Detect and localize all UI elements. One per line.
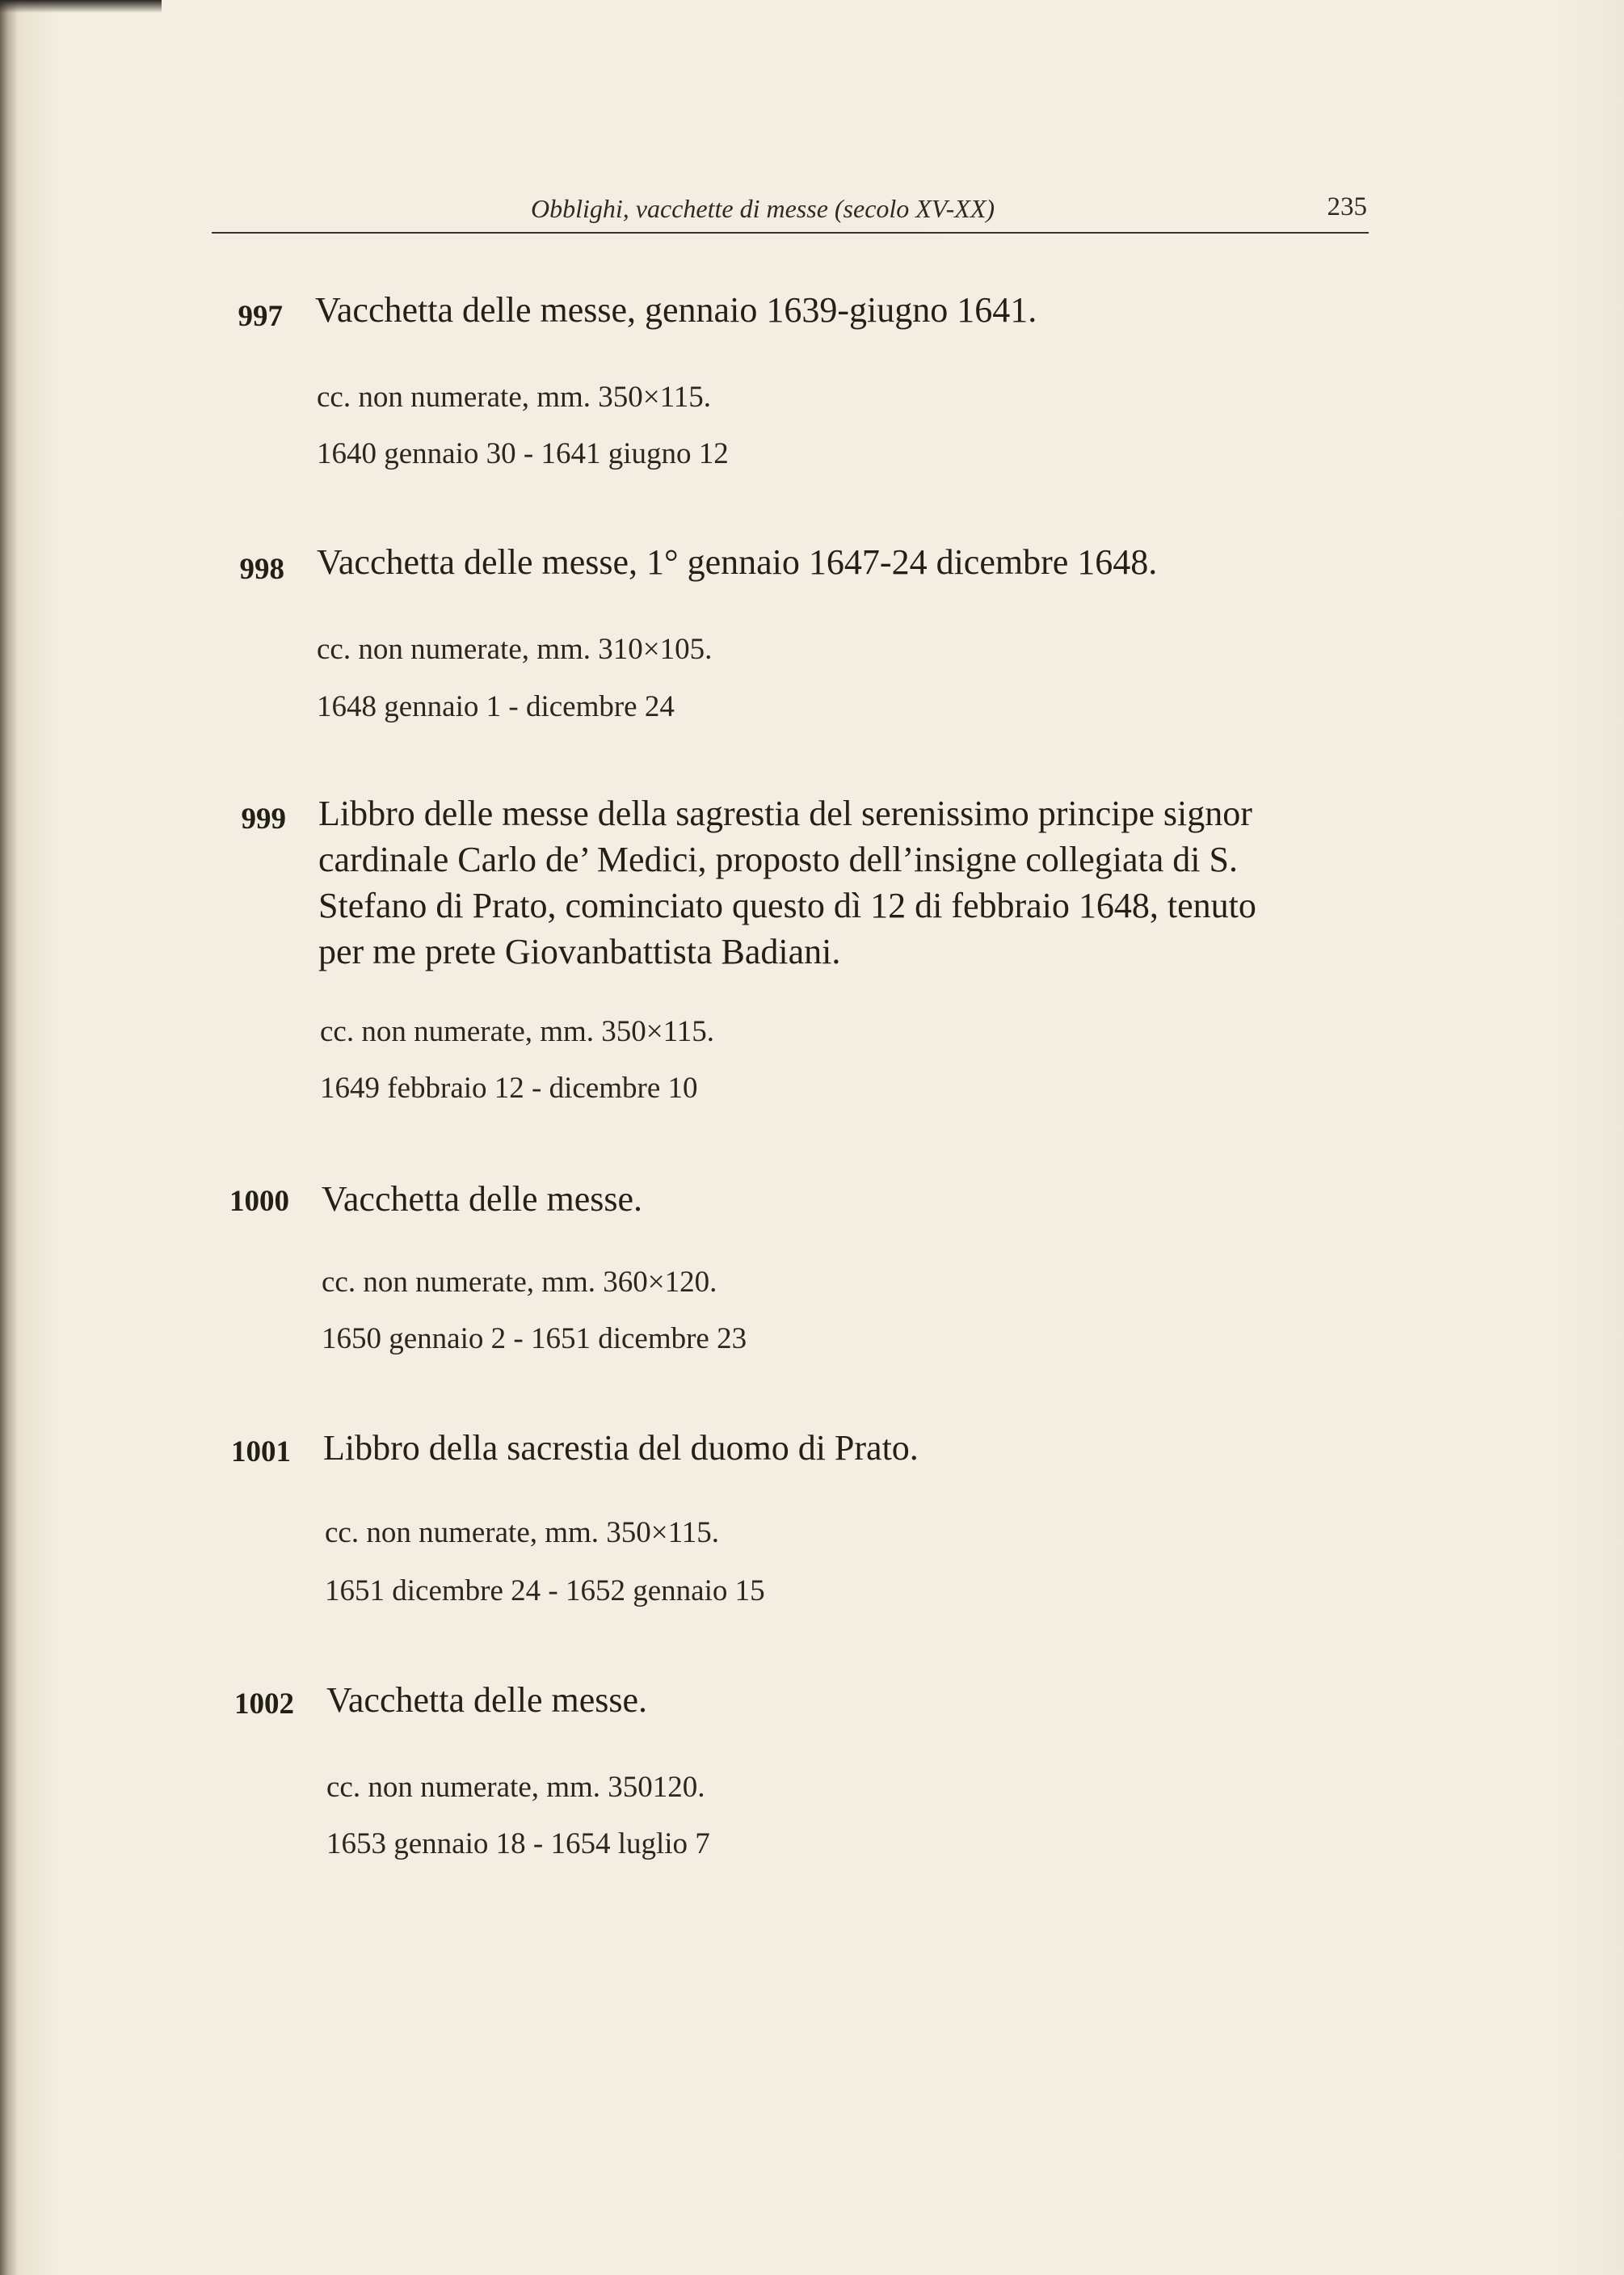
entry-dates: 1640 gennaio 30 - 1641 giugno 12: [317, 437, 729, 470]
entry-dates: 1648 gennaio 1 - dicembre 24: [317, 690, 675, 723]
entry-number: 1000: [229, 1185, 289, 1218]
entry-title: Vacchetta delle messe.: [326, 1680, 648, 1720]
running-header: [212, 187, 1369, 230]
entry-dates: 1653 gennaio 18 - 1654 luglio 7: [326, 1827, 710, 1860]
entry-physical-description: cc. non numerate, mm. 350120.: [326, 1771, 705, 1804]
entry-number: 999: [241, 803, 286, 836]
entry-physical-description: cc. non numerate, mm. 350×115.: [320, 1015, 715, 1048]
page-number: 235: [1327, 192, 1367, 221]
header-rule: [212, 232, 1369, 234]
entry-dates: 1649 febbraio 12 - dicembre 10: [320, 1072, 698, 1105]
entry-physical-description: cc. non numerate, mm. 310×105.: [317, 633, 713, 666]
entry-title-line: per me prete Giovanbattista Badiani.: [318, 932, 841, 971]
entry-number: 1002: [234, 1687, 294, 1721]
entry-title: Vacchetta delle messe, gennaio 1639-giugno 1641.: [315, 290, 1037, 330]
entry-number: 997: [238, 300, 283, 333]
entry-number: 1001: [231, 1435, 291, 1468]
spine-shadow: [0, 0, 18, 2275]
entry-number: 998: [239, 553, 284, 586]
entry-title-line: Libbro delle messe della sagrestia del serenissimo principe signor: [318, 794, 1252, 833]
entry-title-line: cardinale Carlo de’ Medici, proposto dell’insigne collegiata di S.: [318, 840, 1238, 879]
entry-title: Libbro della sacrestia del duomo di Prato.: [323, 1428, 919, 1468]
entry-physical-description: cc. non numerate, mm. 350×115.: [317, 381, 712, 414]
entry-title: Vacchetta delle messe.: [322, 1179, 643, 1219]
entry-physical-description: cc. non numerate, mm. 360×120.: [322, 1266, 717, 1299]
entry-dates: 1651 dicembre 24 - 1652 gennaio 15: [325, 1574, 765, 1607]
entry-title: Vacchetta delle messe, 1° gennaio 1647-24 dicembre 1648.: [317, 542, 1158, 582]
entry-dates: 1650 gennaio 2 - 1651 dicembre 23: [322, 1322, 747, 1355]
top-edge-shadow: [0, 0, 162, 13]
header-title: Obblighi, vacchette di messe (secolo XV-XX): [531, 194, 995, 223]
entry-title-line: Stefano di Prato, cominciato questo dì 12 di febbraio 1648, tenuto: [318, 886, 1256, 925]
entry-physical-description: cc. non numerate, mm. 350×115.: [325, 1516, 720, 1549]
